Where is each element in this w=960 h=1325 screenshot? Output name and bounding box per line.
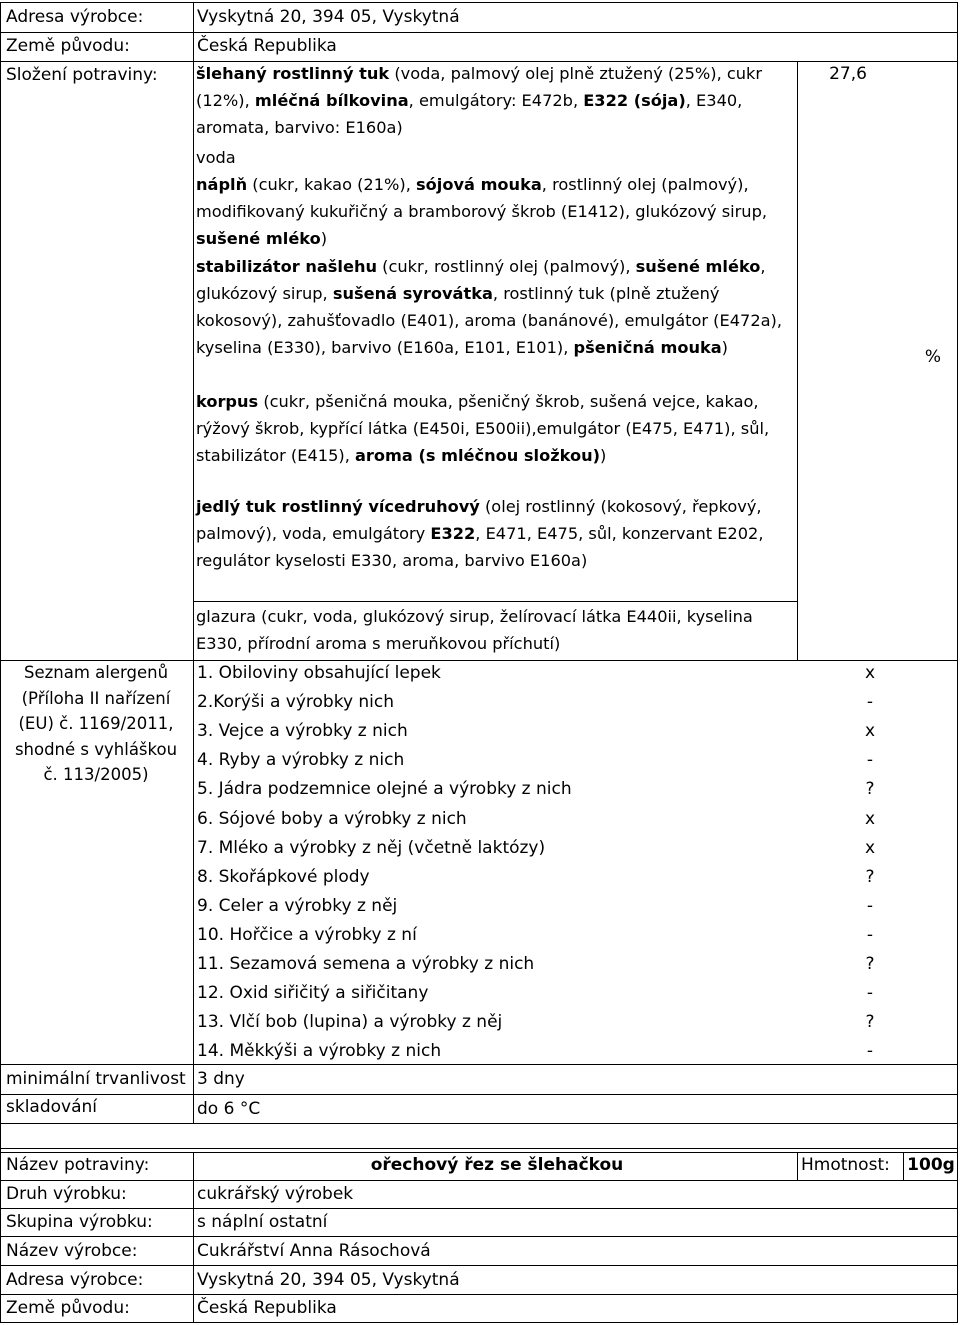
allergen-mark: - bbox=[866, 692, 874, 712]
grid-line bbox=[193, 601, 797, 602]
allergen-name: 14. Měkkýši a výrobky z nich bbox=[197, 1041, 442, 1061]
grid-line bbox=[0, 32, 958, 33]
maker-name-value: Cukrářství Anna Rásochová bbox=[197, 1241, 431, 1261]
ingredient-text: mléčná bílkovina bbox=[254, 91, 409, 110]
ingredient-text: (cukr, rostlinný olej (palmový), bbox=[377, 257, 636, 276]
share-unit: % bbox=[924, 347, 942, 367]
ingredient-text: jedlý tuk rostlinný vícedruhový bbox=[196, 497, 480, 516]
product-name-value: ořechový řez se šlehačkou bbox=[370, 1155, 624, 1175]
allergen-name: 7. Mléko a výrobky z něj (včetně laktózy) bbox=[197, 838, 546, 858]
ingredient-text: E322 bbox=[430, 524, 476, 543]
allergen-name: 6. Sójové boby a výrobky z nich bbox=[197, 809, 467, 829]
ingredient-text: (voda, palmový olej plně ztužený (25%), cukr (12%), bbox=[196, 64, 763, 110]
grid-line bbox=[0, 1265, 958, 1266]
storage-value: do 6 °C bbox=[197, 1099, 261, 1119]
grid-line bbox=[0, 2, 1, 1322]
ingredient-text: pšeničná mouka bbox=[573, 338, 722, 357]
ingredient-block bbox=[196, 388, 796, 469]
min-durability-label: minimální trvanlivost bbox=[6, 1069, 186, 1089]
grid-line bbox=[797, 1152, 798, 1180]
allergen-mark: - bbox=[866, 925, 874, 945]
allergen-mark: - bbox=[866, 983, 874, 1003]
maker-address-label: Adresa výrobce: bbox=[6, 1270, 144, 1290]
address-label: Adresa výrobce: bbox=[6, 7, 144, 27]
ingredient-block bbox=[196, 171, 796, 252]
address-value: Vyskytná 20, 394 05, Vyskytná bbox=[197, 7, 460, 27]
ingredient-text: sušené mléko bbox=[635, 257, 761, 276]
grid-line bbox=[957, 2, 958, 1322]
grid-line bbox=[0, 1294, 958, 1295]
maker-address-value: Vyskytná 20, 394 05, Vyskytná bbox=[197, 1270, 460, 1290]
ingredient-block bbox=[196, 60, 796, 141]
allergen-name: 5. Jádra podzemnice olejné a výrobky z nich bbox=[197, 779, 572, 799]
allergen-name: 10. Hořčice a výrobky z ní bbox=[197, 925, 417, 945]
grid-line bbox=[0, 1236, 958, 1237]
product-type-label: Druh výrobku: bbox=[6, 1184, 127, 1204]
weight-label: Hmotnost: bbox=[801, 1155, 890, 1175]
ingredient-text: , emulgátory: E472b, bbox=[408, 91, 584, 110]
grid-line bbox=[0, 1180, 958, 1181]
maker-origin-value: Česká Republika bbox=[197, 1298, 337, 1318]
origin-label: Země původu: bbox=[6, 36, 130, 56]
ingredient-text: šlehaný rostlinný tuk bbox=[196, 64, 390, 83]
min-durability-value: 3 dny bbox=[197, 1069, 245, 1089]
grid-line bbox=[0, 2, 958, 3]
grid-line bbox=[0, 1322, 958, 1323]
ingredient-text: ) bbox=[600, 446, 607, 465]
allergen-name: 9. Celer a výrobky z něj bbox=[197, 896, 398, 916]
ingredient-text: (olej rostlinný (kokosový, řepkový, palmový), voda, emulgátory bbox=[196, 497, 762, 543]
ingredient-text: (cukr, pšeničná mouka, pšeničný škrob, sušená vejce, kakao, rýžový škrob, kypřící látka (E450i, E500ii),emulgátor (E475, E471), sůl, stabilizátor (E415), bbox=[196, 392, 770, 465]
ingredient-block bbox=[196, 144, 796, 171]
allergen-name: 8. Skořápkové plody bbox=[197, 867, 370, 887]
allergen-mark: x bbox=[864, 663, 876, 683]
allergen-list-label: Seznam alergenů (Příloha II nařízení (EU) č. 1169/2011, shodné s vyhláškou č. 113/2005) bbox=[14, 663, 178, 784]
ingredient-text: ) bbox=[721, 338, 728, 357]
allergen-name: 3. Vejce a výrobky z nich bbox=[197, 721, 408, 741]
ingredient-text: náplň bbox=[196, 175, 248, 194]
allergen-name: 2.Korýši a výrobky nich bbox=[197, 692, 395, 712]
product-type-value: cukrářský výrobek bbox=[197, 1184, 354, 1204]
allergen-name: 12. Oxid siřičitý a siřičitany bbox=[197, 983, 429, 1003]
ingredient-text: glazura (cukr, voda, glukózový sirup, želírovací látka E440ii, kyselina E330, přírodní aroma s meruňkovou příchutí) bbox=[196, 607, 753, 653]
ingredient-text: E322 (sója) bbox=[583, 91, 686, 110]
ingredient-text: aroma (s mléčnou složkou) bbox=[354, 446, 601, 465]
ingredient-text: (cukr, kakao (21%), bbox=[247, 175, 417, 194]
grid-line bbox=[193, 2, 194, 1123]
ingredient-text: sušená syrovátka bbox=[332, 284, 493, 303]
allergen-mark: x bbox=[864, 721, 876, 741]
allergen-mark: ? bbox=[865, 954, 875, 974]
allergen-name: 13. Vlčí bob (lupina) a výrobky z něj bbox=[197, 1012, 503, 1032]
allergen-name: 4. Ryby a výrobky z nich bbox=[197, 750, 405, 770]
grid-line bbox=[0, 1208, 958, 1209]
allergen-mark: ? bbox=[865, 779, 875, 799]
grid-line bbox=[0, 1094, 958, 1095]
product-name-label: Název potraviny: bbox=[6, 1155, 150, 1175]
ingredient-block bbox=[196, 603, 796, 657]
ingredient-text: sušené mléko bbox=[196, 229, 321, 248]
allergen-name: 1. Obiloviny obsahující lepek bbox=[197, 663, 441, 683]
ingredient-text: , rostlinný olej (palmový), modifikovaný kukuřičný a bramborový škrob (E1412), glukózový sirup, bbox=[196, 175, 767, 221]
product-group-value: s náplní ostatní bbox=[197, 1212, 328, 1232]
allergen-mark: - bbox=[866, 1041, 874, 1061]
share-value: 27,6 bbox=[829, 64, 867, 84]
allergen-mark: ? bbox=[865, 1012, 875, 1032]
grid-line bbox=[0, 1148, 958, 1149]
product-group-label: Skupina výrobku: bbox=[6, 1212, 153, 1232]
ingredient-block bbox=[196, 493, 796, 574]
ingredient-block bbox=[196, 253, 796, 361]
grid-line bbox=[0, 1152, 958, 1153]
grid-line bbox=[193, 1152, 194, 1322]
allergen-mark: - bbox=[866, 750, 874, 770]
allergen-mark: ? bbox=[865, 867, 875, 887]
maker-origin-label: Země původu: bbox=[6, 1298, 130, 1318]
ingredient-text: , E340, aromata, barvivo: E160a) bbox=[196, 91, 743, 137]
ingredient-text: stabilizátor našlehu bbox=[196, 257, 378, 276]
ingredient-text: ) bbox=[320, 229, 328, 248]
maker-name-label: Název výrobce: bbox=[6, 1241, 138, 1261]
ingredient-text: voda bbox=[196, 148, 236, 167]
ingredient-text: , rostlinný tuk (plně ztužený kokosový), zahušťovadlo (E401), aroma (banánové), emulgátor (E472a), kyselina (E330), barvivo (E160a, E101, E101), bbox=[196, 284, 782, 357]
grid-line bbox=[0, 1123, 958, 1124]
composition-label: Složení potraviny: bbox=[6, 65, 158, 85]
ingredient-text: , glukózový sirup, bbox=[196, 257, 766, 303]
ingredient-text: , E471, E475, sůl, konzervant E202, regulátor kyselosti E330, aroma, barvivo E160a) bbox=[196, 524, 764, 570]
weight-value: 100g bbox=[907, 1155, 955, 1175]
allergen-mark: x bbox=[864, 838, 876, 858]
ingredient-text: sójová mouka bbox=[416, 175, 542, 194]
storage-label: skladování bbox=[6, 1097, 98, 1117]
origin-value: Česká Republika bbox=[197, 36, 337, 56]
ingredient-text: korpus bbox=[196, 392, 259, 411]
allergen-name: 11. Sezamová semena a výrobky z nich bbox=[197, 954, 535, 974]
allergen-mark: x bbox=[864, 809, 876, 829]
grid-line bbox=[0, 1064, 958, 1065]
allergen-mark: - bbox=[866, 896, 874, 916]
